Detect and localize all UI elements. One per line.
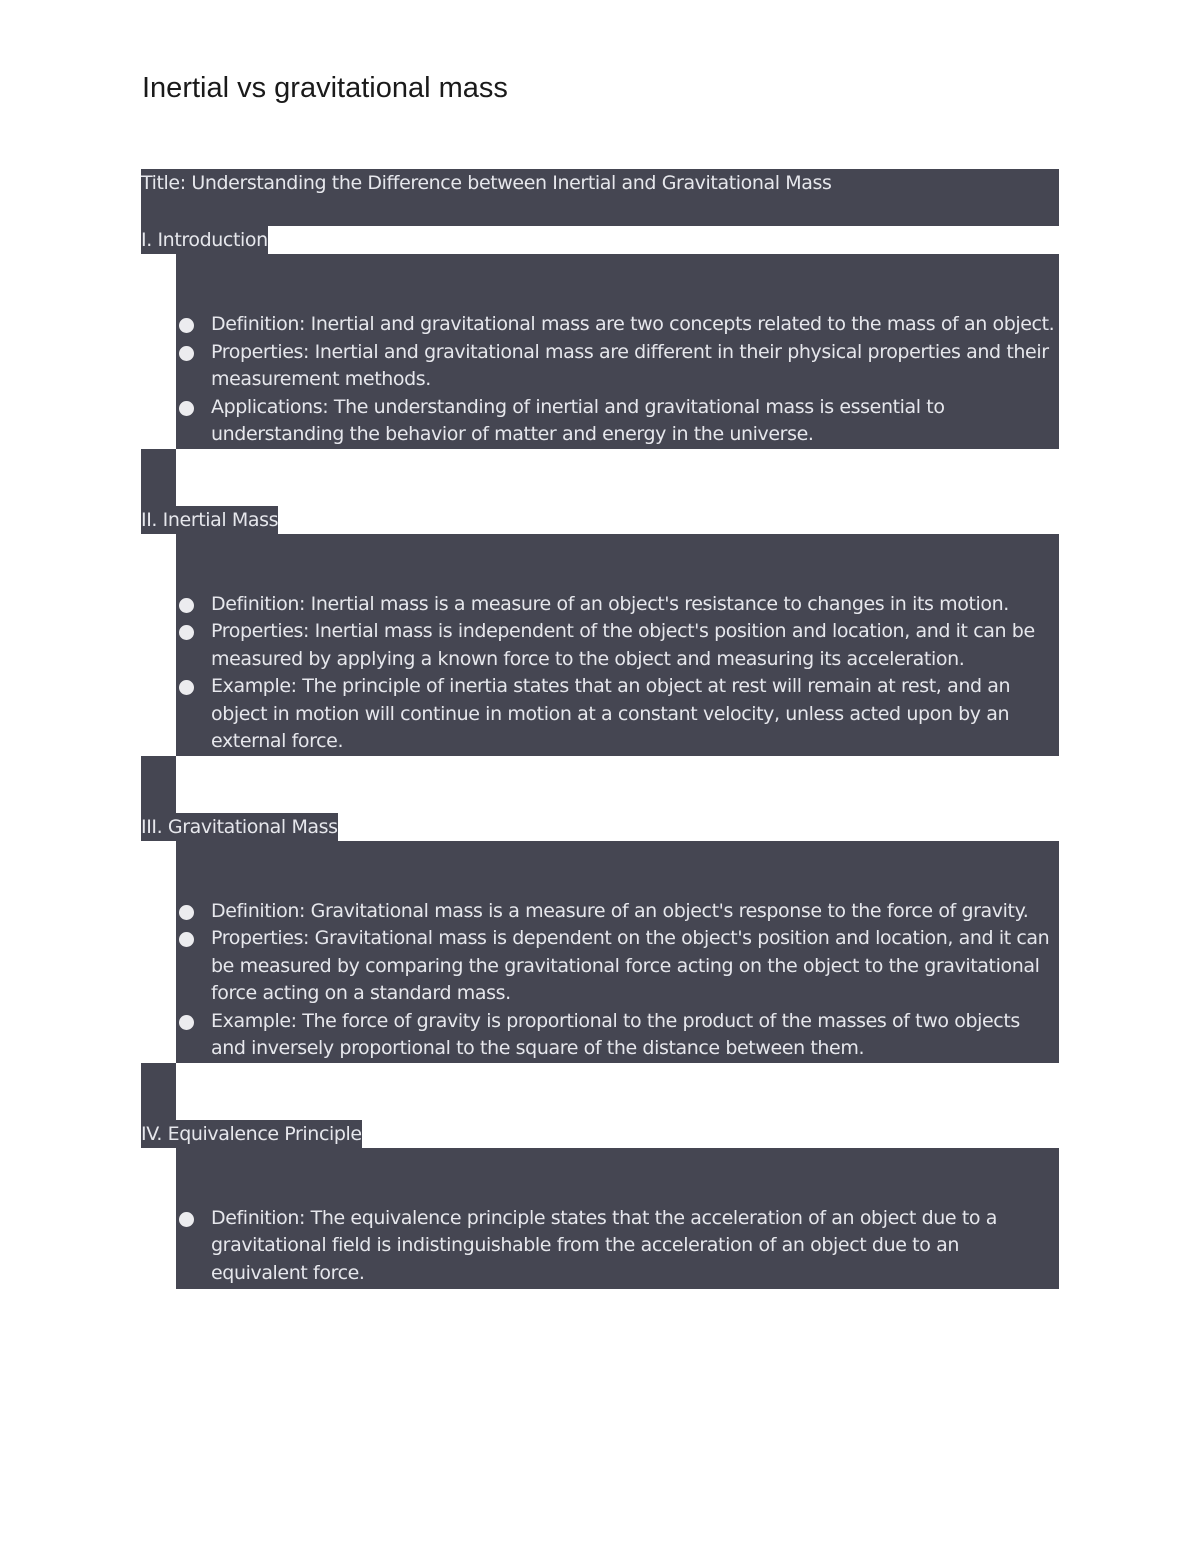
- list-item: [176, 1205, 1059, 1288]
- list-item-text: Definition: Inertial mass is a measure of an object's resistance to changes in its motion.: [211, 592, 1009, 615]
- section-list: [176, 254, 1059, 449]
- section-list: [176, 1148, 1059, 1290]
- list-item: [176, 1008, 1059, 1063]
- section-title: III. Gravitational Mass: [141, 813, 338, 841]
- list-item: [176, 673, 1059, 756]
- list-item: [176, 898, 1059, 926]
- list-item-text: Properties: Inertial and gravitational mass are different in their physical properties and their measurement methods.: [211, 340, 1049, 390]
- list-item-text: Properties: Gravitational mass is dependent on the object's position and location, and it can be measured by comparing the gravitational force acting on the object to the gravitational force acting on a standard mass.: [211, 927, 1050, 1004]
- bullet-icon: [179, 905, 194, 920]
- bullet-icon: [179, 401, 194, 416]
- bullet-icon: [179, 598, 194, 613]
- section-inertial-mass: [141, 506, 1059, 813]
- bullet-icon: [179, 318, 194, 333]
- list-item: [176, 591, 1059, 619]
- list-item: [176, 311, 1059, 339]
- bullet-icon: [179, 1212, 194, 1227]
- section-gap: [141, 449, 176, 506]
- content-heading: Title: Understanding the Difference between Inertial and Gravitational Mass: [141, 172, 832, 194]
- title-band: [141, 169, 1059, 226]
- list-item-text: Properties: Inertial mass is independent of the object's position and location, and it can be measured by applying a known force to the object and measuring its acceleration.: [211, 620, 1035, 670]
- list-item: [176, 925, 1059, 1008]
- section-heading-row: [141, 1120, 362, 1148]
- bullet-icon: [179, 932, 194, 947]
- section-title: II. Inertial Mass: [141, 506, 278, 534]
- section-gap: [141, 1063, 176, 1120]
- section-heading-row: [141, 506, 279, 534]
- bullet-icon: [179, 346, 194, 361]
- section-gap: [141, 756, 176, 813]
- section-title: IV. Equivalence Principle: [141, 1120, 362, 1148]
- section-list: [176, 841, 1059, 1063]
- section-heading-row: [141, 813, 338, 841]
- bullet-icon: [179, 1015, 194, 1030]
- section-equivalence-principle: [141, 1120, 1059, 1290]
- list-item-text: Applications: The understanding of inertial and gravitational mass is essential to understanding the behavior of matter and energy in the universe.: [211, 395, 945, 445]
- bullet-icon: [179, 680, 194, 695]
- list-item-text: Example: The force of gravity is proportional to the product of the masses of two objects and inversely proportional to the square of the distance between them.: [211, 1009, 1020, 1059]
- list-item: [176, 618, 1059, 673]
- section-heading-row: [141, 226, 268, 254]
- section-introduction: [141, 226, 1059, 506]
- list-item-text: Definition: The equivalence principle states that the acceleration of an object due to a gravitational field is indistinguishable from the acceleration of an object due to an equivalent force.: [211, 1206, 998, 1284]
- bullet-icon: [179, 625, 194, 640]
- section-gravitational-mass: [141, 813, 1059, 1120]
- list-item-text: Definition: Gravitational mass is a measure of an object's response to the force of gravity.: [211, 899, 1029, 922]
- list-item: [176, 339, 1059, 394]
- document-title: Inertial vs gravitational mass: [142, 72, 508, 104]
- list-item: [176, 394, 1059, 449]
- section-title: I. Introduction: [141, 226, 268, 254]
- list-item-text: Example: The principle of inertia states that an object at rest will remain at rest, and an object in motion will continue in motion at a constant velocity, unless acted upon by an external force.: [211, 675, 1011, 752]
- list-item-text: Definition: Inertial and gravitational mass are two concepts related to the mass of an object.: [211, 313, 1055, 335]
- highlighted-content: [141, 169, 1059, 1289]
- section-list: [176, 534, 1059, 756]
